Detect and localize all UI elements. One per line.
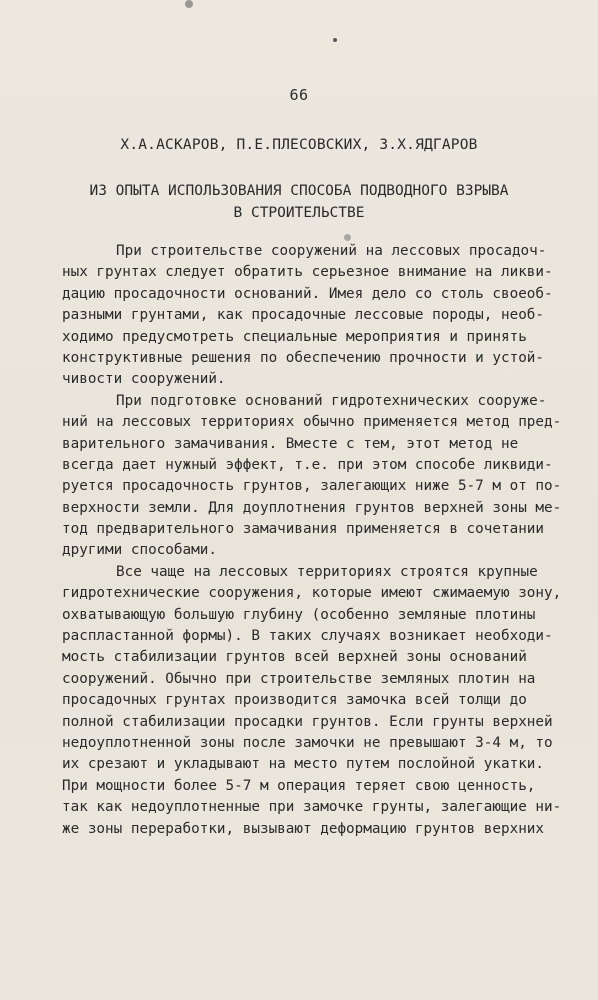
article-title xyxy=(0,180,598,224)
paragraph-line: ных грунтах следует обратить серьезное внимание на ликви- xyxy=(62,264,553,281)
paragraph-line: другими способами. xyxy=(62,542,217,559)
paragraph-line: недоуплотненной зоны после замочки не превышают 3-4 м, то xyxy=(62,734,553,751)
paragraph-line: конструктивные решения по обеспечению прочности и устой- xyxy=(62,349,545,366)
paragraph-line: распластанной формы). В таких случаях возникает необходи- xyxy=(62,628,553,645)
paragraph-line: При строительстве сооружений на лессовых просадоч- xyxy=(116,243,547,259)
paragraph-line: так как недоуплотненные при замочке грунты, залегающие ни- xyxy=(62,799,562,816)
ink-dot-mark xyxy=(333,38,337,42)
punch-hole-mark xyxy=(185,0,193,8)
paragraph-line: же зоны переработки, вызывают деформацию грунтов верхних xyxy=(62,820,545,837)
article-body xyxy=(62,241,562,840)
ink-dot-mark xyxy=(344,234,351,241)
paragraph-line: ходимо предусмотреть специальные мероприятия и принять xyxy=(62,328,527,345)
paragraph-line: варительного замачивания. Вместе с тем, этот метод не xyxy=(62,435,519,452)
paragraph-line: чивости сооружений. xyxy=(62,371,226,388)
page-number: 66 xyxy=(289,86,309,104)
paragraph-line: тод предварительного замачивания применяется в сочетании xyxy=(62,521,545,538)
paragraph-line: охватывающую большую глубину (особенно земляные плотины xyxy=(62,606,536,623)
paragraph-line: всегда дает нужный эффект, т.е. при этом способе ликвиди- xyxy=(62,456,553,473)
paragraph-line: Все чаще на лессовых территориях строятся крупные xyxy=(116,563,538,580)
paragraph-line: их срезают и укладывают на место путем послойной укатки. xyxy=(62,756,545,773)
paragraph-line: При мощности более 5-7 м операция теряет свою ценность, xyxy=(62,777,536,794)
paragraph-line: просадочных грунтах производится замочка всей толщи до xyxy=(62,692,527,709)
paragraph-line: разными грунтами, как просадочные лессовые породы, необ- xyxy=(62,307,545,324)
authors-line: Х.А.АСКАРОВ, П.Е.ПЛЕСОВСКИХ, З.Х.ЯДГАРОВ xyxy=(120,137,478,153)
paragraph-line: При подготовке оснований гидротехнических сооруже- xyxy=(116,392,547,409)
paragraph-line: мость стабилизации грунтов всей верхней зоны оснований xyxy=(62,649,527,666)
paragraph-line: гидротехнические сооружения, которые имеют сжимаемую зону, xyxy=(62,585,562,602)
paragraph-line: сооружений. Обычно при строительстве земляных плотин на xyxy=(62,670,536,687)
article-title-line: В СТРОИТЕЛЬСТВЕ xyxy=(233,205,365,221)
paragraph-line: полной стабилизации просадки грунтов. Если грунты верхней xyxy=(62,713,553,730)
article-title-line: ИЗ ОПЫТА ИСПОЛЬЗОВАНИЯ СПОСОБА ПОДВОДНОГО ВЗРЫВА xyxy=(89,183,509,199)
paragraph-line: верхности земли. Для доуплотнения грунтов верхней зоны ме- xyxy=(62,499,562,516)
paragraph-line: ний на лессовых территориях обычно применяется метод пред- xyxy=(62,414,562,431)
paragraph-line: руется просадочность грунтов, залегающих ниже 5-7 м от по- xyxy=(62,478,562,495)
paragraph-line: дацию просадочности оснований. Имея дело со столь своеоб- xyxy=(62,285,553,302)
